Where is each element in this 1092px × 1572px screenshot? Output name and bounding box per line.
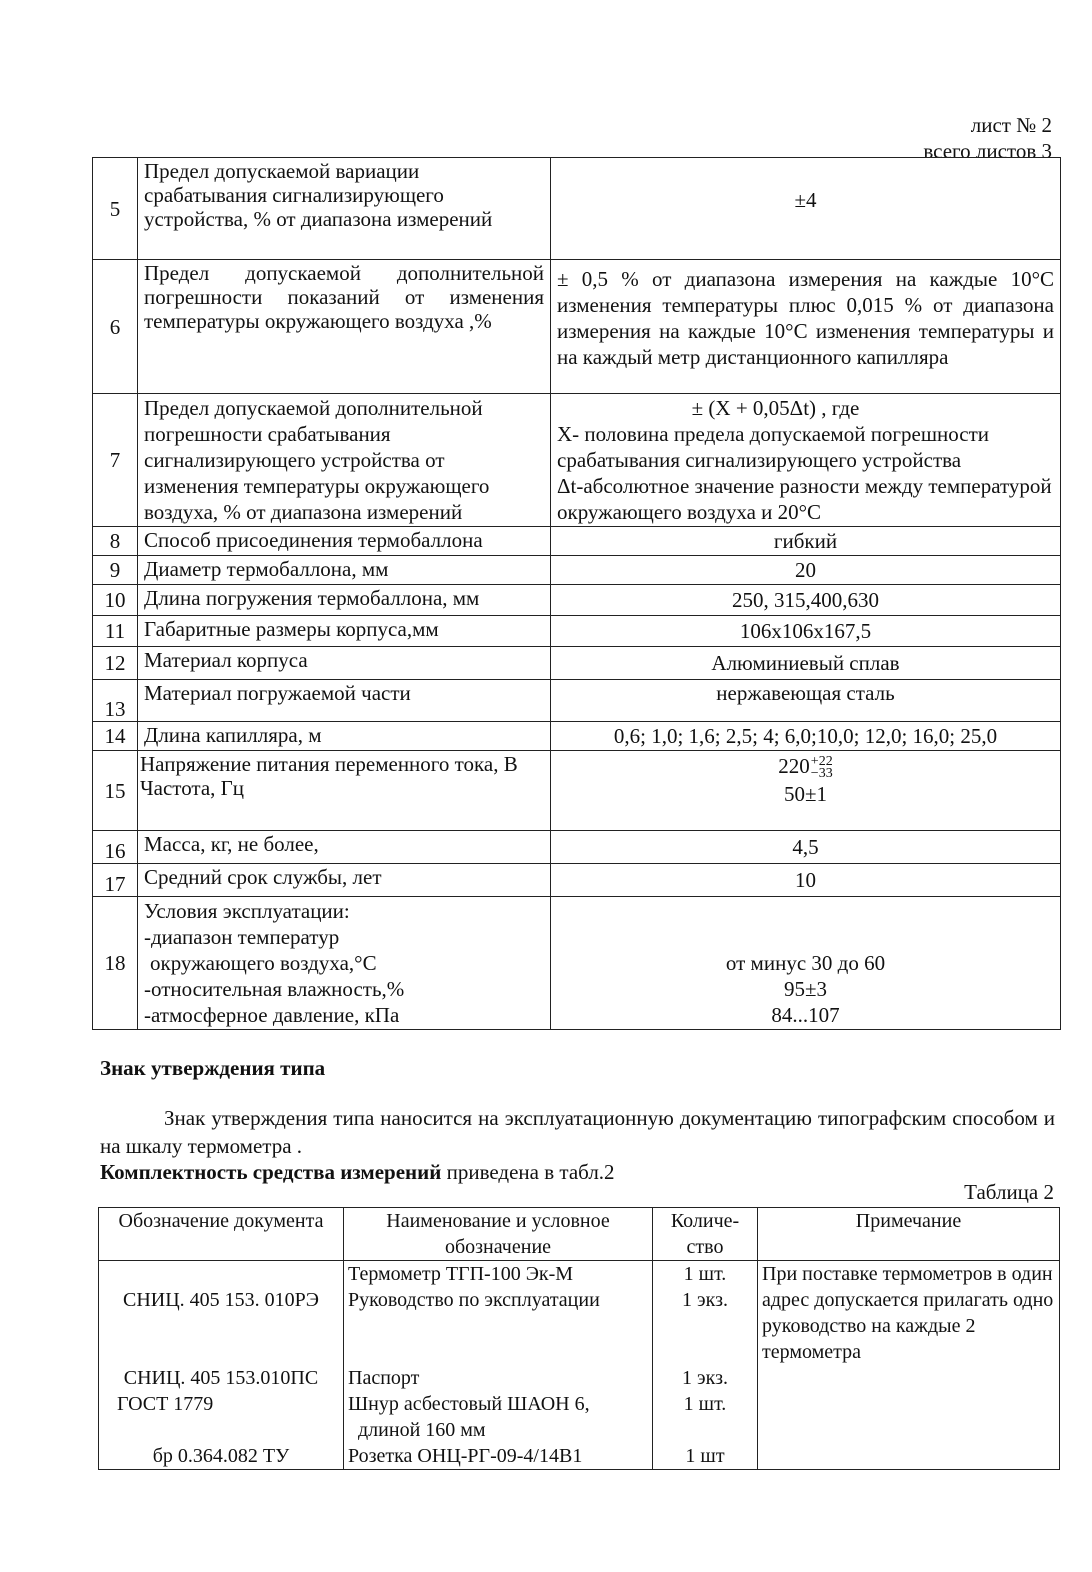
approval-text: Знак утверждения типа наносится на эксплуатационную документацию типографским способом и на шкалу термометра . — [100, 1106, 1055, 1158]
parameter-value: 106х106х167,5 — [551, 616, 1061, 647]
table-header-row — [99, 1208, 1060, 1261]
item-name: Руководство по эксплуатации — [348, 1289, 600, 1311]
item-name: Розетка ОНЦ-РГ-09-4/14В1 — [348, 1445, 583, 1467]
item-quantity — [657, 1417, 753, 1443]
row-number: 9 — [93, 556, 138, 585]
parameter-value: 4,5 — [551, 831, 1061, 864]
row-number: 17 — [93, 864, 138, 897]
parameter-value: нержавеющая сталь — [551, 680, 1061, 722]
completeness-table — [98, 1207, 1060, 1470]
item-name: длиной 160 мм — [358, 1419, 486, 1441]
row-number: 5 — [93, 158, 138, 260]
condition-value: 95±3 — [783, 977, 828, 1001]
item-quantity — [657, 1339, 753, 1365]
doc-code: бр 0.364.082 ТУ — [152, 1445, 290, 1467]
doc-code: ГОСТ 1779 — [117, 1393, 214, 1415]
table-row — [93, 897, 1061, 1030]
parameter-name: Средний срок службы, лет — [138, 864, 551, 897]
row-number: 10 — [93, 585, 138, 616]
frequency-value: 50±1 — [783, 782, 828, 807]
table-row — [93, 260, 1061, 394]
table-row — [93, 158, 1061, 260]
quantities-cell — [653, 1261, 758, 1470]
col-header-document: Обозначение документа — [99, 1208, 344, 1261]
parameter-value — [551, 897, 1061, 1030]
table-row — [93, 831, 1061, 864]
doc-code — [103, 1261, 339, 1287]
item-quantity — [657, 1313, 753, 1339]
condition-label: -атмосферное давление, кПа — [144, 1003, 400, 1027]
row-number: 13 — [93, 680, 138, 722]
formula-note: Δt-абсолютное значение разности между температурой окружающего воздуха и 20°С — [557, 474, 1052, 524]
table2-caption: Таблица 2 — [964, 1180, 1054, 1204]
parameter-name: Длина капилляра, м — [138, 722, 551, 751]
condition-value: от минус 30 до 60 — [725, 951, 886, 975]
table-row — [93, 556, 1061, 585]
parameter-value — [551, 751, 1061, 831]
item-name — [348, 1313, 648, 1339]
parameter-value: 20 — [551, 556, 1061, 585]
parameter-value: 0,6; 1,0; 1,6; 2,5; 4; 6,0;10,0; 12,0; 16,0; 25,0 — [551, 722, 1061, 751]
table-row — [93, 585, 1061, 616]
item-quantity: 1 шт. — [683, 1393, 727, 1415]
voltage-label: Напряжение питания переменного тока, В — [140, 752, 518, 776]
row-number: 8 — [93, 527, 138, 556]
item-quantity: 1 шт. — [683, 1263, 727, 1285]
row-number: 18 — [93, 897, 138, 1030]
completeness-title-bold: Комплектность средства измерений — [100, 1160, 442, 1184]
col-header-quantity: Количе-ство — [653, 1208, 758, 1261]
col-header-name: Наименование и условное обозначение — [344, 1208, 653, 1261]
parameter-name: Длина погружения термобаллона, мм — [138, 585, 551, 616]
parameter-name: Предел допускаемой дополнительной погрешности показаний от изменения температуры окружающего воздуха ,% — [138, 260, 551, 394]
condition-label: -относительная влажность,% — [144, 977, 405, 1001]
tolerance-minus: −33 — [810, 766, 833, 782]
table-row — [93, 527, 1061, 556]
doc-code — [103, 1313, 339, 1339]
parameter-value: Алюминиевый сплав — [551, 647, 1061, 680]
table-row — [93, 394, 1061, 527]
note-cell: При поставке термометров в один адрес допускается прилагать одно руководство на каждые 2 термометра — [758, 1261, 1060, 1470]
tolerance-plus: +22 — [810, 754, 833, 770]
completeness-title-rest: приведена в табл.2 — [441, 1160, 615, 1184]
parameter-name — [138, 751, 551, 831]
parameter-name: Предел допускаемой вариации срабатывания сигнализирующего устройства, % от диапазона измерений — [138, 158, 551, 260]
row-number: 6 — [93, 260, 138, 394]
voltage-value — [557, 752, 1054, 780]
sheet-number: лист № 2 — [970, 113, 1052, 137]
item-names-cell — [344, 1261, 653, 1470]
row-number: 12 — [93, 647, 138, 680]
condition-label: окружающего воздуха,°С — [150, 951, 377, 975]
formula-line: ± (X + 0,05Δt) , где — [691, 396, 860, 420]
doc-code: СНИЦ. 405 153. 010РЭ — [123, 1289, 319, 1311]
item-name: Шнур асбестовый ШАОН 6, — [348, 1393, 590, 1415]
parameter-value: гибкий — [551, 527, 1061, 556]
item-name: Термометр ТГП-100 Эк-М — [348, 1263, 574, 1285]
item-name — [348, 1339, 648, 1365]
table-row — [93, 864, 1061, 897]
item-name: Паспорт — [348, 1367, 420, 1389]
parameter-name: Предел допускаемой дополнительной погрешности срабатывания сигнализирующего устройства от изменения температуры окружающего воздуха, % от диапазона измерений — [138, 394, 551, 527]
voltage-nominal: 220 — [778, 754, 810, 778]
row-number: 16 — [93, 831, 138, 864]
table-row — [93, 680, 1061, 722]
parameter-name: Диаметр термобаллона, мм — [138, 556, 551, 585]
item-quantity: 1 экз. — [682, 1289, 728, 1311]
condition-value: 84...107 — [771, 1003, 840, 1027]
parameter-name: Габаритные размеры корпуса,мм — [138, 616, 551, 647]
approval-title: Знак утверждения типа — [100, 1056, 326, 1080]
doc-codes-cell — [99, 1261, 344, 1470]
table-row — [99, 1261, 1060, 1470]
doc-code — [103, 1417, 339, 1443]
table-row — [93, 751, 1061, 831]
parameter-name: Материал погружаемой части — [138, 680, 551, 722]
row-number: 7 — [93, 394, 138, 527]
item-quantity: 1 шт — [685, 1445, 725, 1467]
table-row — [93, 722, 1061, 751]
parameter-name: Масса, кг, не более, — [138, 831, 551, 864]
total-sheets: всего листов 3 — [923, 139, 1052, 163]
table-row — [93, 647, 1061, 680]
parameter-name — [138, 897, 551, 1030]
doc-code: СНИЦ. 405 153.010ПС — [123, 1367, 319, 1389]
row-number: 14 — [93, 722, 138, 751]
item-quantity: 1 экз. — [682, 1367, 728, 1389]
parameter-name: Материал корпуса — [138, 647, 551, 680]
parameter-value: ±4 — [551, 158, 1061, 260]
formula-note: X- половина предела допускаемой погрешности срабатывания сигнализирующего устройства — [557, 422, 990, 472]
frequency-label: Частота, Гц — [140, 776, 245, 800]
condition-label: -диапазон температур — [144, 925, 340, 949]
row-number: 15 — [93, 751, 138, 831]
doc-code — [103, 1339, 339, 1365]
col-header-note: Примечание — [758, 1208, 1060, 1261]
parameters-table — [92, 157, 1061, 1030]
table-row — [93, 616, 1061, 647]
voltage-tolerance — [811, 756, 833, 780]
parameter-value — [551, 394, 1061, 527]
parameter-name: Способ присоединения термобаллона — [138, 527, 551, 556]
row-number: 11 — [93, 616, 138, 647]
completeness-title — [100, 1160, 615, 1185]
parameter-value: ± 0,5 % от диапазона измерения на каждые 10°С изменения температуры плюс 0,015 % от диапазона измерения на каждые 10°С изменения температуры и на каждый метр дистанционного капилляра — [551, 260, 1061, 394]
parameter-value: 250, 315,400,630 — [551, 585, 1061, 616]
parameter-value: 10 — [551, 864, 1061, 897]
conditions-title: Условия эксплуатации: — [144, 899, 350, 923]
